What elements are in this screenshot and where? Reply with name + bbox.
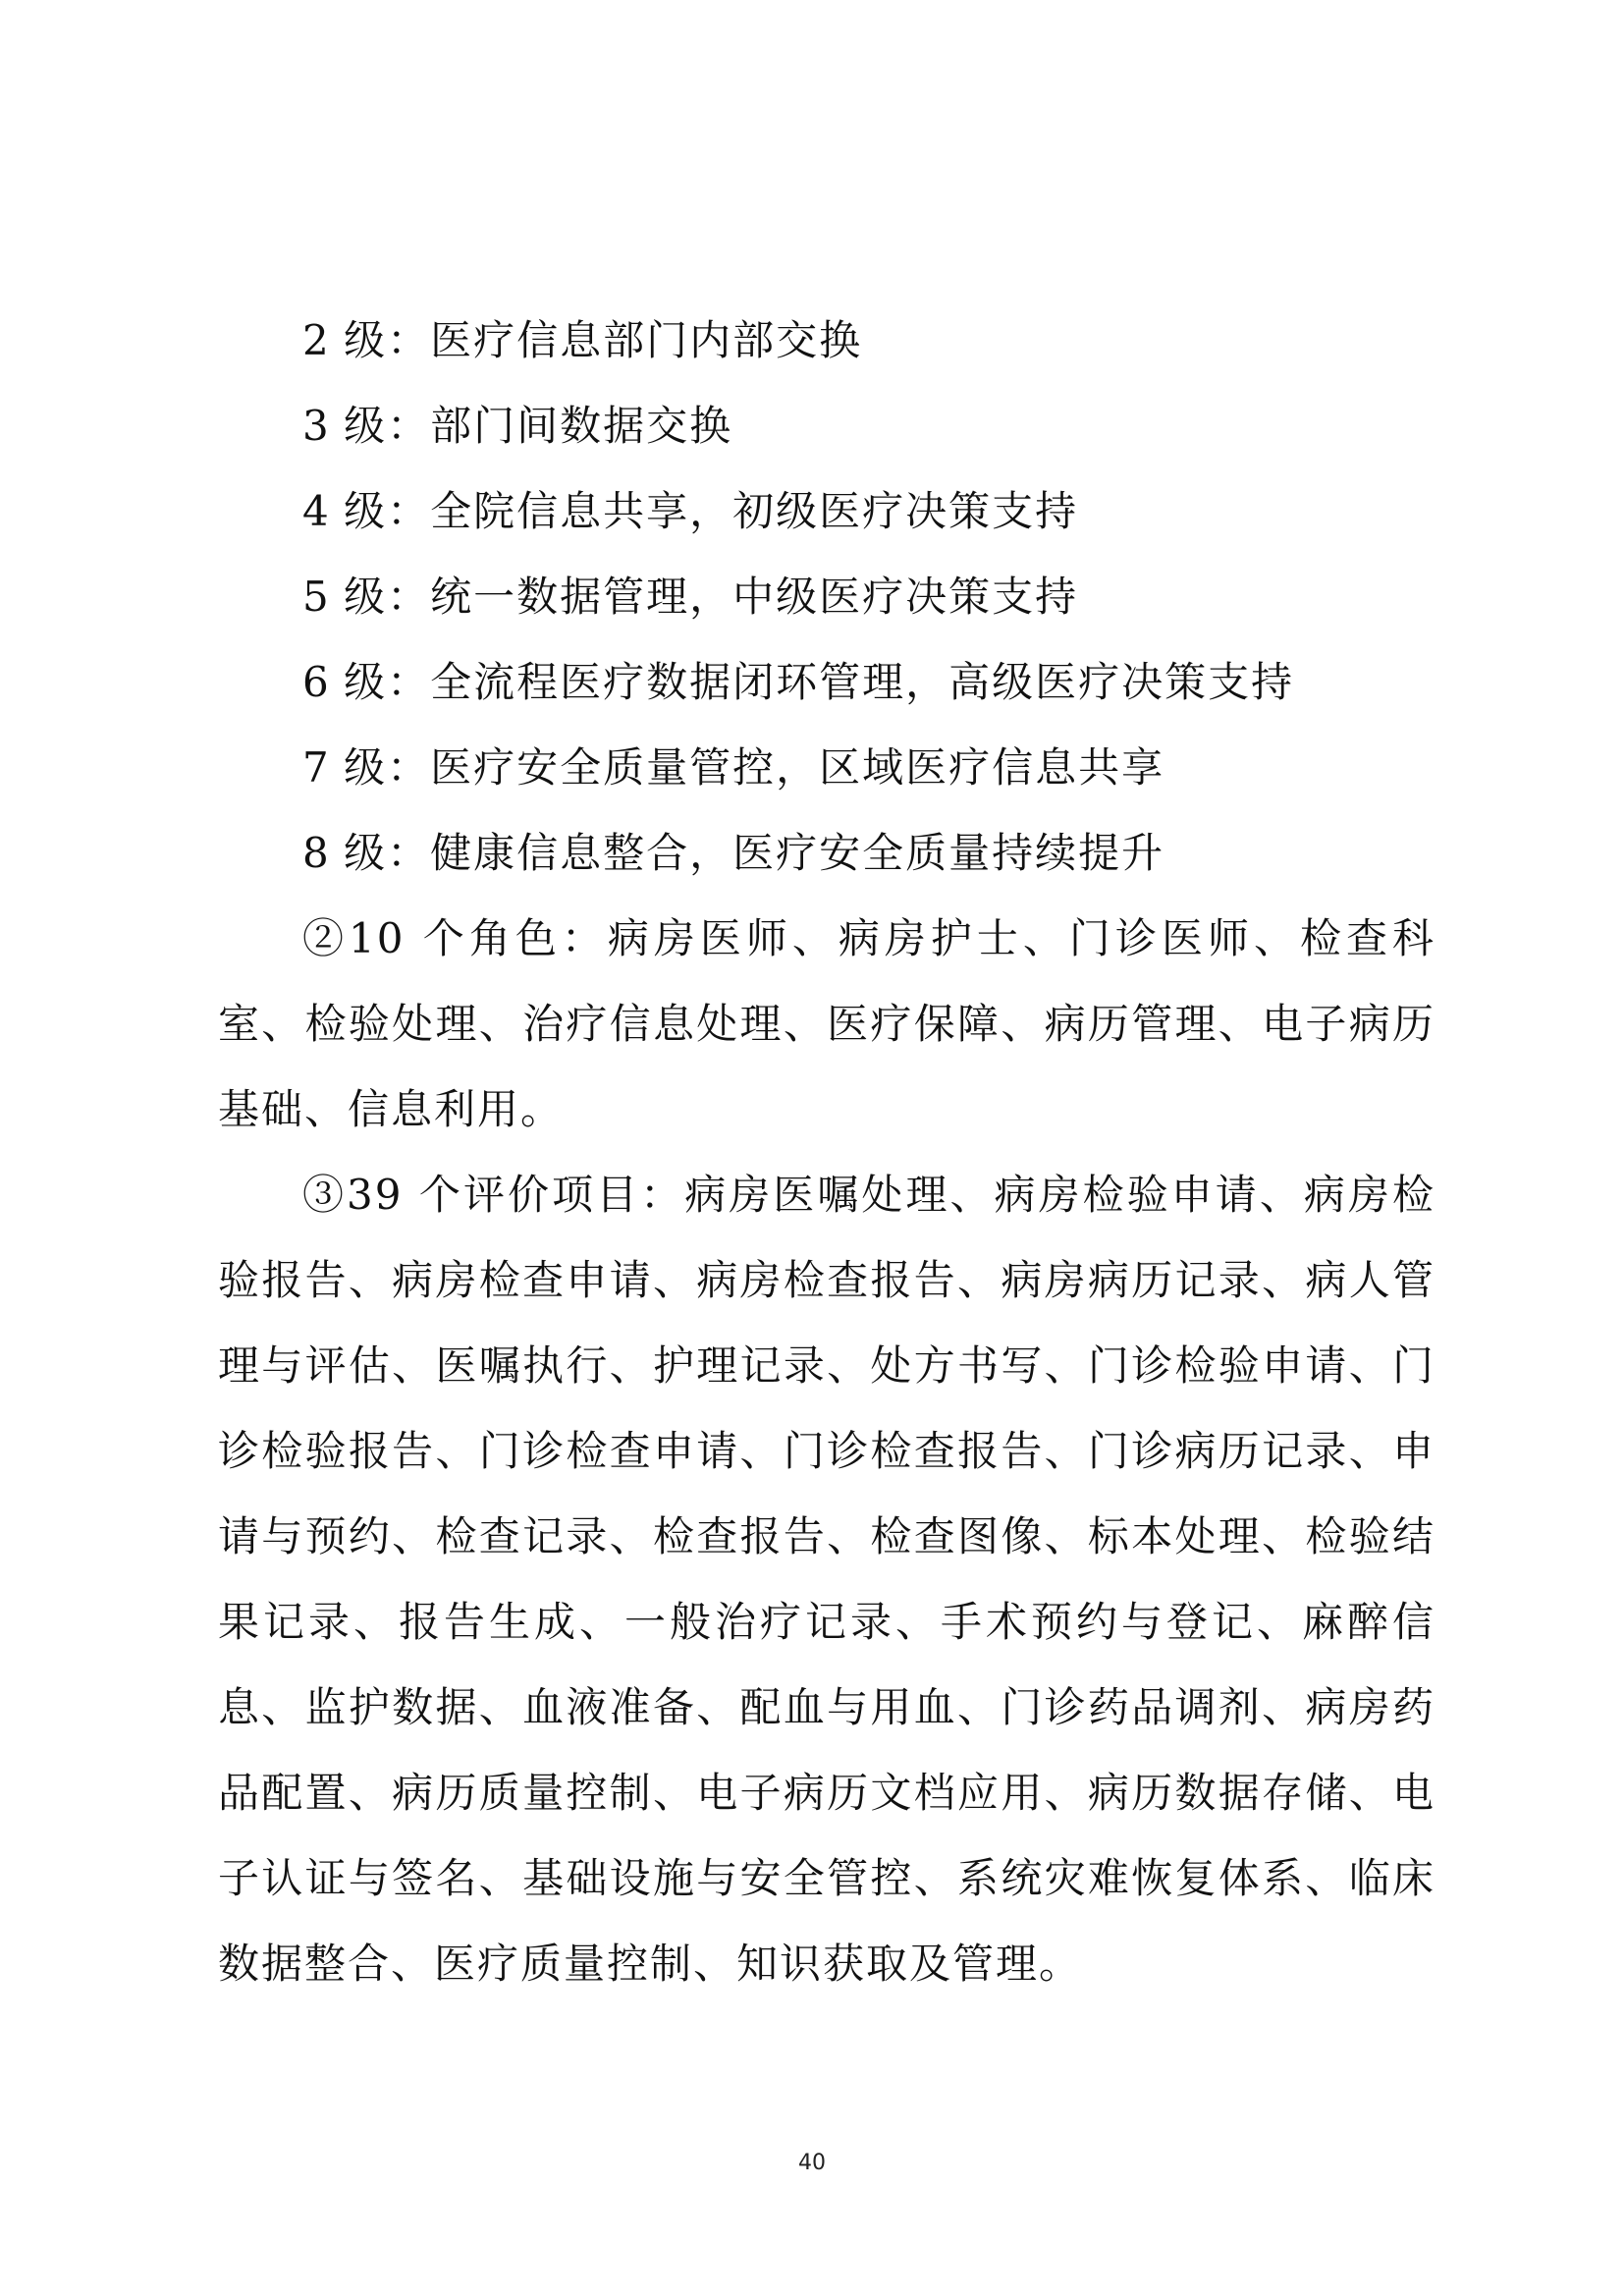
level-number: 6 (302, 658, 329, 706)
level-number: 8 (302, 829, 329, 877)
level-item (302, 725, 1432, 810)
level-description: 医疗信息部门内部交换 (430, 316, 863, 364)
level-description: 全院信息共享，初级医疗决策支持 (430, 487, 1079, 535)
level-number: 7 (302, 743, 329, 792)
level-description: 健康信息整合，医疗安全质量持续提升 (430, 829, 1165, 877)
level-list (302, 298, 1432, 896)
level-description: 部门间数据交换 (430, 402, 733, 450)
level-number: 5 (302, 573, 329, 621)
level-separator: 级： (328, 402, 431, 450)
level-item (302, 810, 1432, 896)
roles-paragraph: ②10 个角色：病房医师、病房护士、门诊医师、检查科室、检验处理、治疗信息处理、医疗保障、病历管理、电子病历基础、信息利用。 (218, 914, 1435, 1133)
level-item (302, 554, 1432, 639)
level-separator: 级： (328, 487, 431, 535)
level-item (302, 639, 1432, 725)
page-number: 40 (798, 2151, 826, 2175)
evaluation-items-paragraph: ③39 个评价项目：病房医嘱处理、病房检验申请、病房检验报告、病房检查申请、病房检查报告、病房病历记录、病人管理与评估、医嘱执行、护理记录、处方书写、门诊检验申请、门诊检验报告、门诊检查申请、门诊检查报告、门诊病历记录、申请与预约、检查记录、检查报告、检查图像、标本处理、检验结果记录、报告生成、一般治疗记录、手术预约与登记、麻醉信息、监护数据、血液准备、配血与用血、门诊药品调剂、病房药品配置、病历质量控制、电子病历文档应用、病历数据存储、电子认证与签名、基础设施与安全管控、系统灾难恢复体系、临床数据整合、医疗质量控制、知识获取及管理。 (218, 1171, 1435, 1988)
level-description: 医疗安全质量管控，区域医疗信息共享 (430, 743, 1165, 792)
level-number: 3 (302, 402, 329, 450)
level-separator: 级： (328, 316, 431, 364)
level-separator: 级： (328, 743, 431, 792)
level-separator: 级： (328, 658, 431, 706)
level-description: 全流程医疗数据闭环管理，高级医疗决策支持 (430, 658, 1295, 706)
level-item (302, 298, 1432, 383)
level-separator: 级： (328, 829, 431, 877)
level-number: 2 (302, 316, 329, 364)
level-item (302, 383, 1432, 468)
level-separator: 级： (328, 573, 431, 621)
level-description: 统一数据管理，中级医疗决策支持 (430, 573, 1079, 621)
level-item (302, 468, 1432, 554)
level-number: 4 (302, 487, 329, 535)
